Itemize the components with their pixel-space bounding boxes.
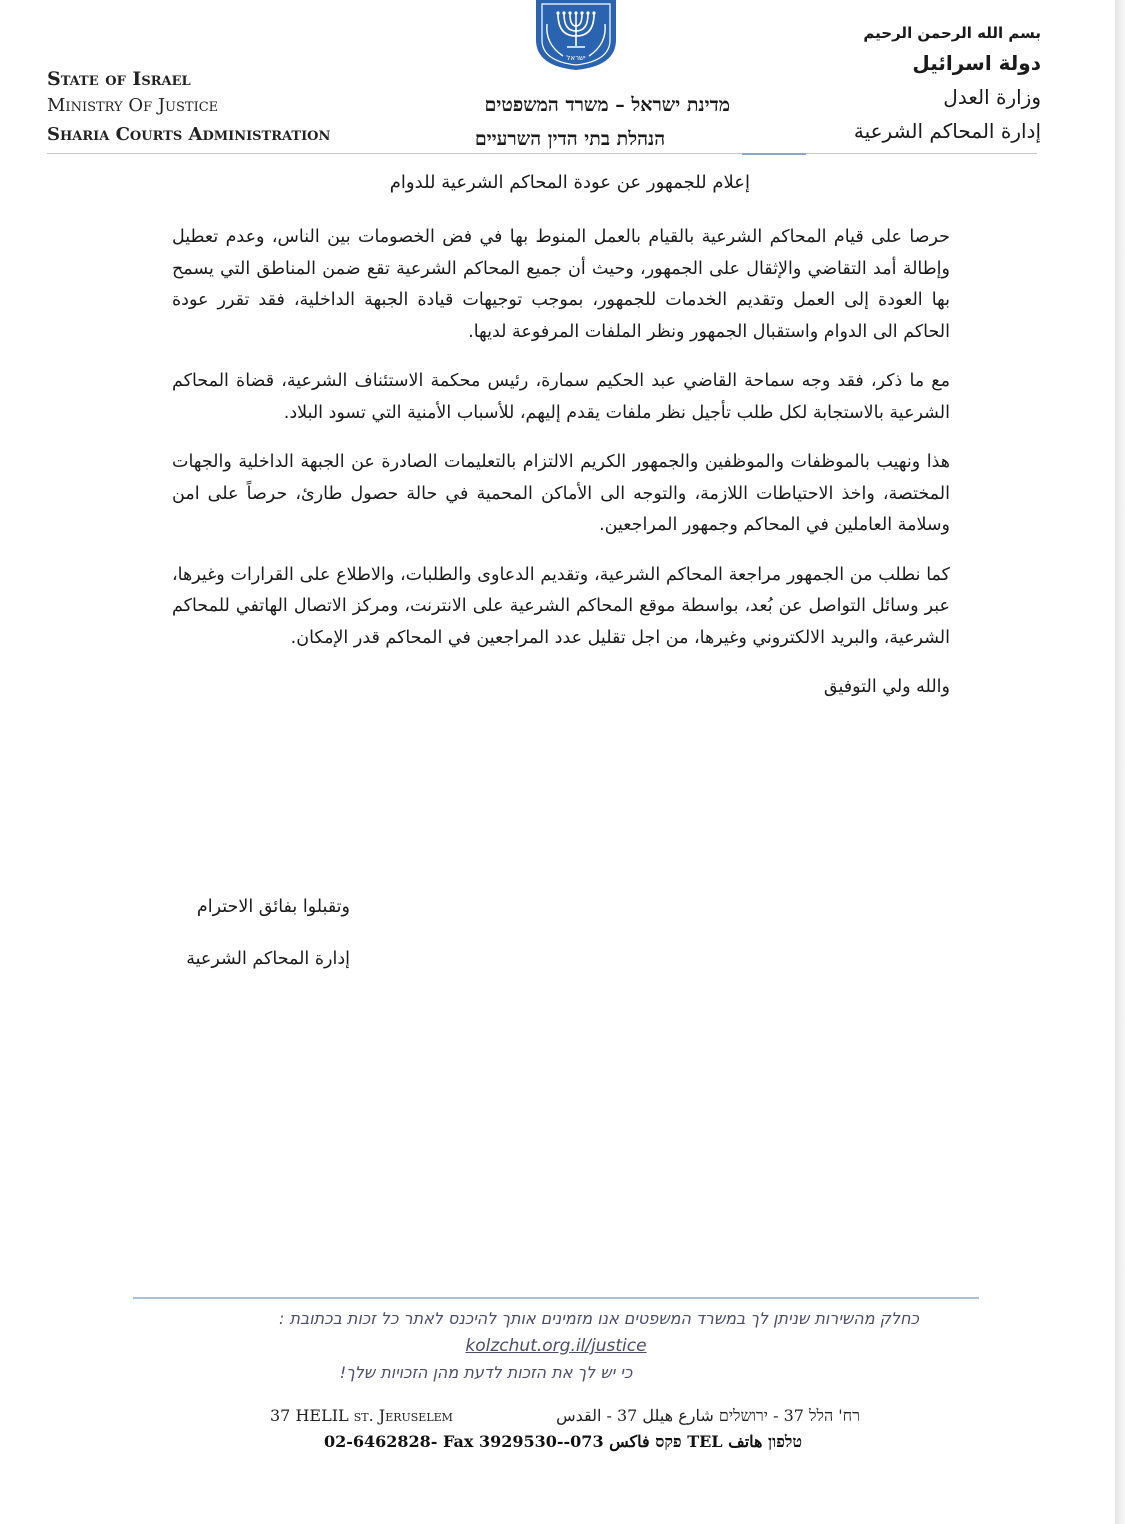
- notice-title: إعلام للجمهور عن عودة المحاكم الشرعية للدوام: [389, 172, 750, 193]
- ministry-name-en: Ministry Of Justice: [47, 95, 219, 116]
- footer-slogan: כי יש לך את הזכות לדעת מהן הזכויות שלך!: [339, 1363, 633, 1382]
- arabic-letterhead: [781, 20, 1041, 148]
- header-divider: [47, 153, 1037, 154]
- closing-line: والله ولي التوفيق: [823, 677, 950, 697]
- footer-phone-fax: 02-6462828- Fax פקס فاكس 073--3929530 TEL טלפון هاتف: [323, 1432, 803, 1451]
- address-he-ar: רח' הלל 37 - ירושלים شارع هيلل 37 - القدس: [556, 1406, 860, 1425]
- administration-name-en: Sharia Courts Administration: [47, 124, 331, 145]
- header-divider-accent: [742, 153, 806, 155]
- english-letterhead: [47, 66, 407, 150]
- page-edge: [1115, 0, 1125, 1524]
- signature: إدارة المحاكم الشرعية: [186, 949, 350, 969]
- footer-website-link[interactable]: kolzchut.org.il/justice: [465, 1336, 647, 1356]
- signoff-block: [150, 893, 350, 997]
- footer-address: [270, 1406, 860, 1430]
- signoff-greeting: وتقبلوا بفائق الاحترام: [196, 897, 350, 917]
- notice-body: [172, 222, 950, 702]
- notice-paragraph: هذا ونهيب بالموظفات والموظفين والجمهور الكريم الالتزام بالتعليمات الصادرة عن الجبهة الداخلية والجهات المختصة، واخذ الاحتياطات اللازمة، والتوجه الى الأماكن المحمية في حالة حصول طارئ، حرصاً على امن وسلامة العاملين في المحاكم وجمهور المراجعين.: [172, 452, 950, 535]
- state-ministry-he: מדינת ישראל – משרד המשפטים: [484, 94, 730, 116]
- notice-paragraph: كما نطلب من الجمهور مراجعة المحاكم الشرعية، وتقديم الدعاوى والطلبات، والاطلاع على القرارات وغيرها، عبر وسائل التواصل عن بُعد، بواسطة موقع المحاكم الشرعية على الانترنت، ومركز الاتصال الهاتفي للمحاكم الشرعية، والبريد الالكتروني وغيرها، من اجل تقليل عدد المراجعين في المحاكم قدر الإمكان.: [172, 564, 950, 648]
- ministry-name-ar: وزارة العدل: [943, 85, 1041, 109]
- footer-note: כחלק מהשירות שניתן לך במשרד המשפטים אנו מזמינים אותך להיכנס לאתר כל זכות בכתובת :: [279, 1309, 919, 1328]
- emblem-menorah-icon: [533, 0, 619, 70]
- notice-paragraph: حرصا على قيام المحاكم الشرعية بالقيام بالعمل المنوط بها في فض الخصومات بين الناس، وعدم تعطيل وإطالة أمد التقاضي والإثقال على الجمهور، وحيث أن جميع المحاكم الشرعية تقع ضمن المناطق التي يسمح بها العودة إلى العمل وتقديم الخدمات للجمهور، بموجب توجيهات قيادة الجبهة الداخلية، فقد تقرر عودة الحاكم الى الدوام واستقبال الجمهور ونظر الملفات المرفوعة لديها.: [172, 227, 950, 342]
- notice-paragraph: مع ما ذكر، فقد وجه سماحة القاضي عبد الحكيم سمارة، رئيس محكمة الاستئناف الشرعية، قضاة المحاكم الشرعية بالاستجابة لكل طلب تأجيل نظر ملفات يقدم إليهم، للأسباب الأمنية التي تسود البلاد.: [172, 371, 950, 423]
- administration-name-ar: إدارة المحاكم الشرعية: [853, 119, 1041, 143]
- bismillah: بسم الله الرحمن الرحيم: [863, 24, 1041, 42]
- state-name-en: State of Israel: [47, 68, 191, 90]
- svg-text:ישראל: ישראל: [566, 54, 586, 62]
- hebrew-letterhead: [410, 88, 730, 156]
- footer-divider: [133, 1297, 979, 1299]
- address-en: 37 HELIL st. Jeruselem: [270, 1406, 453, 1425]
- state-name-ar: دولة اسرائيل: [912, 51, 1041, 75]
- administration-name-he: הנהלת בתי הדין השרעיים: [474, 128, 666, 150]
